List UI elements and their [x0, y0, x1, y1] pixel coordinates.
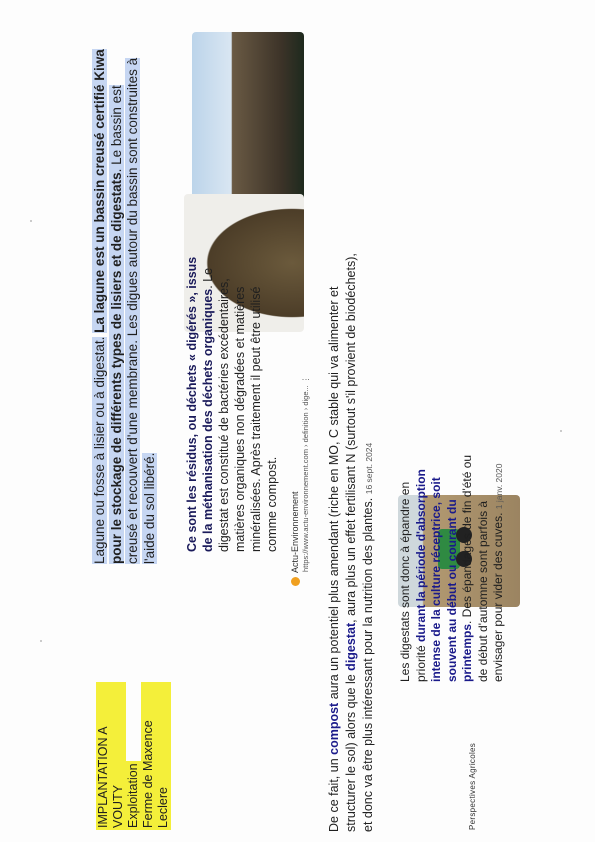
scan-speck — [560, 430, 562, 432]
lagoon-bold: La lagune est un bassin creusé certifié Kiwa pour le stockage de différents types de lisiers et de digestats — [92, 49, 124, 564]
compost-keyword: compost — [327, 702, 341, 755]
compost-paragraph: De ce fait, un compost aura un potentiel plus amendant (riche en MO, C stable qui va alimenter et structurer le sol) alors que le digestat, aura plus un effet fertilisant N (surtout s'il provient de biodéchets), et donc va être plus intéressant pour la nutrition des plantes. 16 sept. 2024 — [327, 253, 375, 832]
header-farm: Ferme de Maxence Leclere — [141, 682, 171, 830]
spread-date: 1 janv. 2020 — [494, 463, 504, 510]
lagoon-photo — [192, 32, 304, 202]
scan-speck — [40, 640, 42, 642]
definition-rest: . Le digestat est constitué de bactéries excédentaires, matières organiques non dégradées et matières minéralisées. Après traitement il peut être utilisé comme compost. — [201, 267, 279, 552]
header-title: IMPLANTATION A VOUTY — [96, 682, 126, 830]
cut-off-source: Perspectives Agricoles — [468, 742, 477, 830]
definition-lead: Ce sont les résidus, ou déchets « digérés », issus de la méthanisation des déchets organiques — [185, 256, 215, 552]
digestate-definition — [184, 252, 280, 552]
lagoon-intro: Lagune ou fosse à lisier ou à digestat. — [92, 336, 107, 564]
source-url[interactable]: https://www.actu-environnement.com › definition › dige... ⋮ — [301, 375, 310, 572]
spreading-period: durant la période d'absorption intense de la culture réceptrice, soit souvent au début ou courant du printemps — [413, 469, 474, 682]
more-options-icon[interactable]: ⋮ — [301, 375, 310, 384]
source-site[interactable]: Actu-Environnement — [290, 491, 300, 573]
source-favicon-icon — [291, 577, 300, 586]
source-citation — [290, 266, 311, 586]
scan-speck — [30, 220, 32, 222]
digestat-keyword: digestat — [344, 622, 358, 671]
header-box — [96, 682, 171, 830]
header-subtitle: Exploitation — [126, 763, 140, 828]
spreading-paragraph: Les digestats sont donc à épandre en priorité durant la période d'absorption intense de la culture réceptrice, soit souvent au début ou courant du printemps. Des épandages de fin d'été ou de début d'automne sont parfois à envisager pour vider des cuves. 1 janv. 2020 — [398, 454, 505, 682]
lagoon-rest: . Le bassin est creusé et recouvert d'une membrane. Les digues autour du bassin sont construites à l'aide du sol libéré. — [108, 57, 157, 564]
compost-date: 16 sept. 2024 — [364, 442, 374, 495]
lagoon-paragraph — [92, 44, 158, 564]
